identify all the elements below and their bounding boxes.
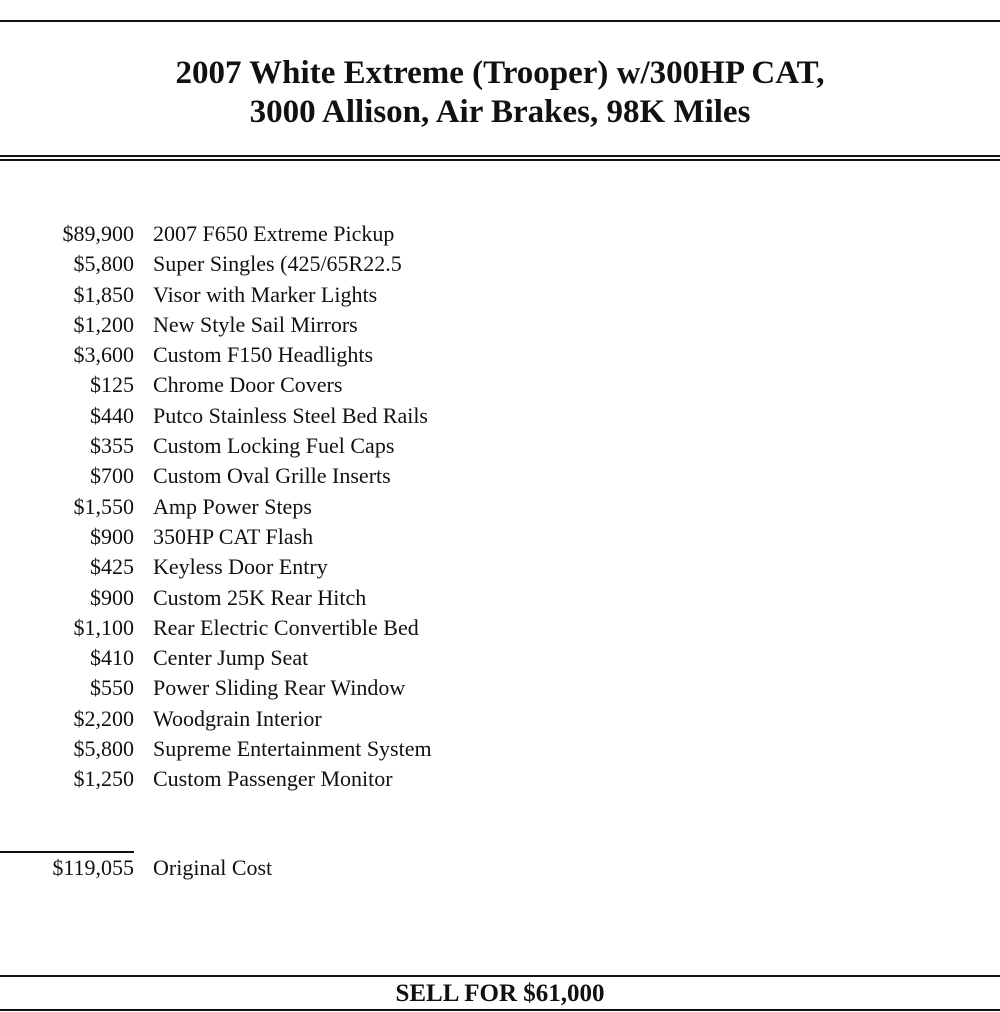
list-item	[0, 522, 1000, 552]
item-price: $900	[90, 584, 134, 610]
list-item	[0, 401, 1000, 431]
item-description: Power Sliding Rear Window	[153, 675, 406, 701]
item-description: 2007 F650 Extreme Pickup	[153, 221, 395, 246]
list-item	[0, 704, 1000, 734]
item-price: $5,800	[73, 736, 134, 762]
list-item	[0, 310, 1000, 340]
list-item	[0, 613, 1000, 643]
footer-rule-top	[0, 975, 1000, 977]
item-description: Rear Electric Convertible Bed	[153, 614, 419, 640]
list-item	[0, 431, 1000, 461]
list-item	[0, 280, 1000, 310]
item-price: $1,850	[73, 281, 134, 307]
item-description: Putco Stainless Steel Bed Rails	[153, 402, 428, 428]
list-item	[0, 734, 1000, 764]
list-item	[0, 552, 1000, 582]
item-price: $5,800	[73, 251, 134, 277]
title-line-1: 2007 White Extreme (Trooper) w/300HP CAT,	[175, 55, 825, 91]
item-description: Supreme Entertainment System	[153, 736, 432, 762]
item-price: $1,200	[73, 311, 134, 337]
total-row	[0, 853, 1000, 883]
item-description: Keyless Door Entry	[153, 554, 328, 580]
total-label: Original Cost	[153, 855, 273, 880]
item-description: Chrome Door Covers	[153, 372, 343, 398]
options-list	[0, 219, 1000, 795]
header-double-rule-bottom	[0, 159, 1000, 161]
item-price: $3,600	[73, 342, 134, 368]
list-item	[0, 370, 1000, 400]
list-item	[0, 249, 1000, 279]
item-description: Visor with Marker Lights	[153, 281, 378, 307]
sell-price-banner: SELL FOR $61,000	[395, 980, 605, 1007]
item-price: $440	[90, 402, 134, 428]
item-price: $900	[90, 523, 134, 549]
item-price: $125	[90, 372, 134, 398]
item-description: 350HP CAT Flash	[153, 523, 314, 549]
item-description: Center Jump Seat	[153, 645, 309, 671]
total-price: $119,055	[52, 855, 134, 880]
item-price: $410	[90, 645, 134, 671]
item-description: Super Singles (425/65R22.5	[153, 251, 402, 277]
list-item	[0, 492, 1000, 522]
item-price: $2,200	[73, 705, 134, 731]
item-price: $89,900	[62, 221, 134, 246]
list-item	[0, 673, 1000, 703]
item-description: Custom Locking Fuel Caps	[153, 433, 395, 459]
list-item	[0, 340, 1000, 370]
item-price: $425	[90, 554, 134, 580]
item-description: New Style Sail Mirrors	[153, 311, 358, 337]
list-item	[0, 643, 1000, 673]
list-item	[0, 219, 1000, 249]
item-price: $355	[90, 433, 134, 459]
item-description: Custom 25K Rear Hitch	[153, 584, 367, 610]
list-item	[0, 583, 1000, 613]
top-rule	[0, 20, 1000, 22]
item-price: $550	[90, 675, 134, 701]
item-description: Custom Passenger Monitor	[153, 766, 393, 792]
item-description: Amp Power Steps	[153, 493, 312, 519]
item-price: $1,550	[73, 493, 134, 519]
item-price: $700	[90, 463, 134, 489]
header-double-rule-top	[0, 155, 1000, 157]
item-description: Woodgrain Interior	[153, 705, 322, 731]
item-description: Custom F150 Headlights	[153, 342, 374, 368]
item-price: $1,100	[73, 614, 134, 640]
title-line-2: 3000 Allison, Air Brakes, 98K Miles	[249, 94, 751, 130]
footer-rule-bottom	[0, 1009, 1000, 1011]
item-description: Custom Oval Grille Inserts	[153, 463, 391, 489]
item-price: $1,250	[73, 766, 134, 792]
page-title	[0, 54, 1000, 132]
list-item	[0, 461, 1000, 491]
list-item	[0, 764, 1000, 794]
